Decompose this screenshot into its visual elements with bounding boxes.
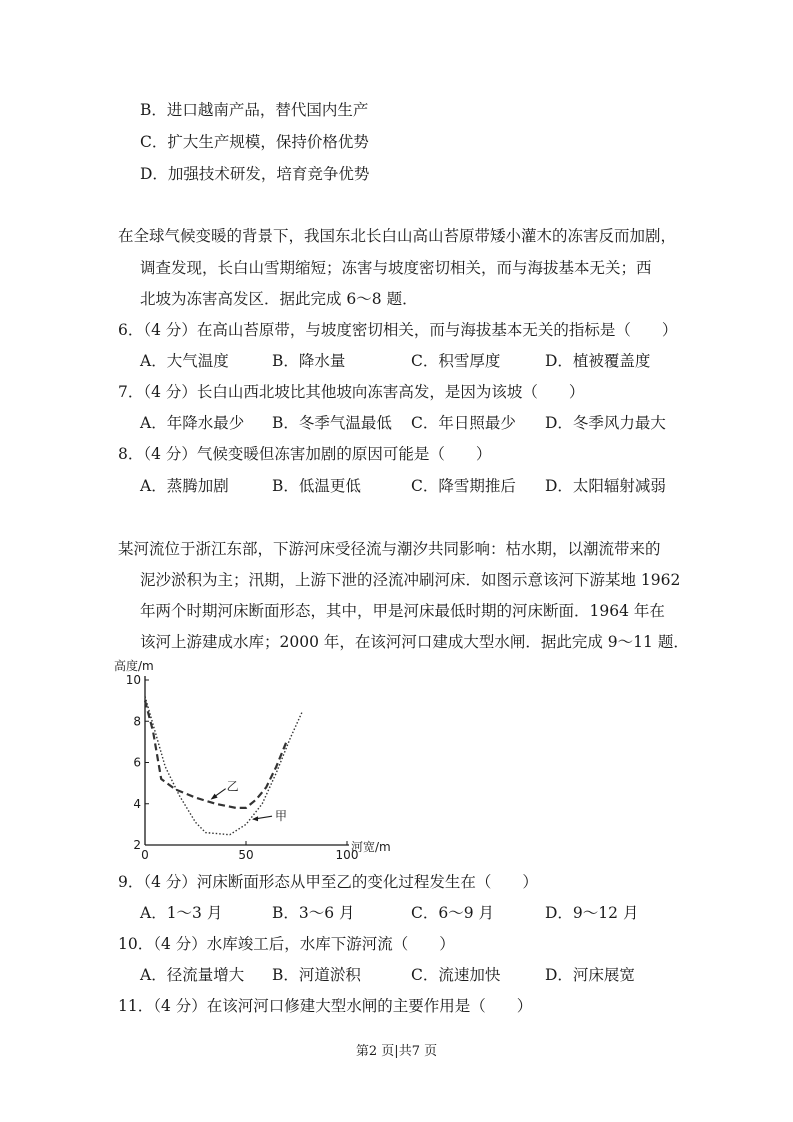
passage2-line2: 泥沙淤积为主；汛期，上游下泄的泾流冲刷河床．如图示意该河下游某地 1962 xyxy=(140,571,681,589)
q8-option-d: D．太阳辐射减弱 xyxy=(545,477,666,495)
passage2-line3: 年两个时期河床断面形态，其中，甲是河床最低时期的河床断面．1964 年在 xyxy=(140,602,665,620)
chart-labels xyxy=(114,658,391,862)
page-footer: 第2 页|共7 页 xyxy=(355,1044,438,1059)
q9-option-a: A．1～3 月 xyxy=(140,904,223,922)
passage1-line2: 调查发现，长白山雪期缩短；冻害与坡度密切相关，而与海拔基本无关；西 xyxy=(140,259,652,277)
riverbed-cross-section-chart xyxy=(112,656,417,866)
q11-stem: 11．（4 分）在该河河口修建大型水闸的主要作用是（ ） xyxy=(118,997,533,1015)
series-arrowhead-jia xyxy=(252,816,258,821)
passage1-line1: 在全球气候变暖的背景下，我国东北长白山高山苔原带矮小灌木的冻害反而加剧， xyxy=(118,227,677,245)
q9-option-b: B．3～6 月 xyxy=(272,904,355,922)
q10-option-d: D．河床展宽 xyxy=(545,966,635,984)
passage1-line3: 北坡为冻害高发区．据此完成 6～8 题． xyxy=(140,290,418,308)
passage2-line1: 某河流位于浙江东部，下游河床受径流与潮汐共同影响：枯水期，以潮流带来的 xyxy=(118,540,661,558)
q7-option-b: B．冬季气温最低 xyxy=(272,414,392,432)
series-label-jia: 甲 xyxy=(275,809,288,824)
q9-stem: 9．（4 分）河床断面形态从甲至乙的变化过程发生在（ ） xyxy=(118,873,538,891)
x-tick-label: 50 xyxy=(238,848,254,862)
y-tick-label: 10 xyxy=(125,673,141,687)
series-label-yi: 乙 xyxy=(226,779,239,794)
q7-option-c: C．年日照最少 xyxy=(411,414,516,432)
q6-option-a: A．大气温度 xyxy=(140,352,229,370)
q8-stem: 8．（4 分）气候变暖但冻害加剧的原因可能是（ ） xyxy=(118,445,492,463)
x-tick-label: 0 xyxy=(141,848,149,862)
q5-option-d: D．加强技术研发，培育竞争优势 xyxy=(140,165,370,183)
q5-option-b: B．进口越南产品，替代国内生产 xyxy=(140,101,369,119)
x-axis-title: 河宽/m xyxy=(351,840,391,854)
q5-option-c: C．扩大生产规模，保持价格优势 xyxy=(140,133,369,151)
series-line-yi xyxy=(145,701,286,808)
q6-option-c: C．积雪厚度 xyxy=(411,352,501,370)
y-tick-label: 2 xyxy=(133,838,141,852)
x-tick-label: 100 xyxy=(335,848,359,862)
passage2-line4: 该河上游建成水库；2000 年，在该河河口建成大型水闸．据此完成 9～11 题． xyxy=(140,633,689,651)
q10-stem: 10．（4 分）水库竣工后，水库下游河流（ ） xyxy=(118,935,455,953)
q6-option-b: B．降水量 xyxy=(272,352,346,370)
q6-stem: 6．（4 分）在高山苔原带，与坡度密切相关，而与海拔基本无关的指标是（ ） xyxy=(118,321,678,339)
q8-option-c: C．降雪期推后 xyxy=(411,477,516,495)
q10-option-c: C．流速加快 xyxy=(411,966,501,984)
q7-option-d: D．冬季风力最大 xyxy=(545,414,666,432)
chart-axes xyxy=(145,676,349,845)
y-axis-title: 高度/m xyxy=(114,659,154,673)
q10-option-b: B．河道淤积 xyxy=(272,966,361,984)
q10-option-a: A．径流量增大 xyxy=(140,966,245,984)
y-tick-label: 8 xyxy=(133,714,141,729)
y-tick-label: 4 xyxy=(133,796,141,811)
q6-option-d: D．植被覆盖度 xyxy=(545,352,651,370)
q7-option-a: A．年降水最少 xyxy=(140,414,245,432)
q8-option-a: A．蒸腾加剧 xyxy=(140,477,229,495)
q7-stem: 7．（4 分）长白山西北坡比其他坡向冻害高发，是因为该坡（ ） xyxy=(118,383,585,401)
q9-option-c: C．6～9 月 xyxy=(411,904,495,922)
q9-option-d: D．9～12 月 xyxy=(545,904,639,922)
y-tick-label: 6 xyxy=(133,755,141,770)
q8-option-b: B．低温更低 xyxy=(272,477,361,495)
